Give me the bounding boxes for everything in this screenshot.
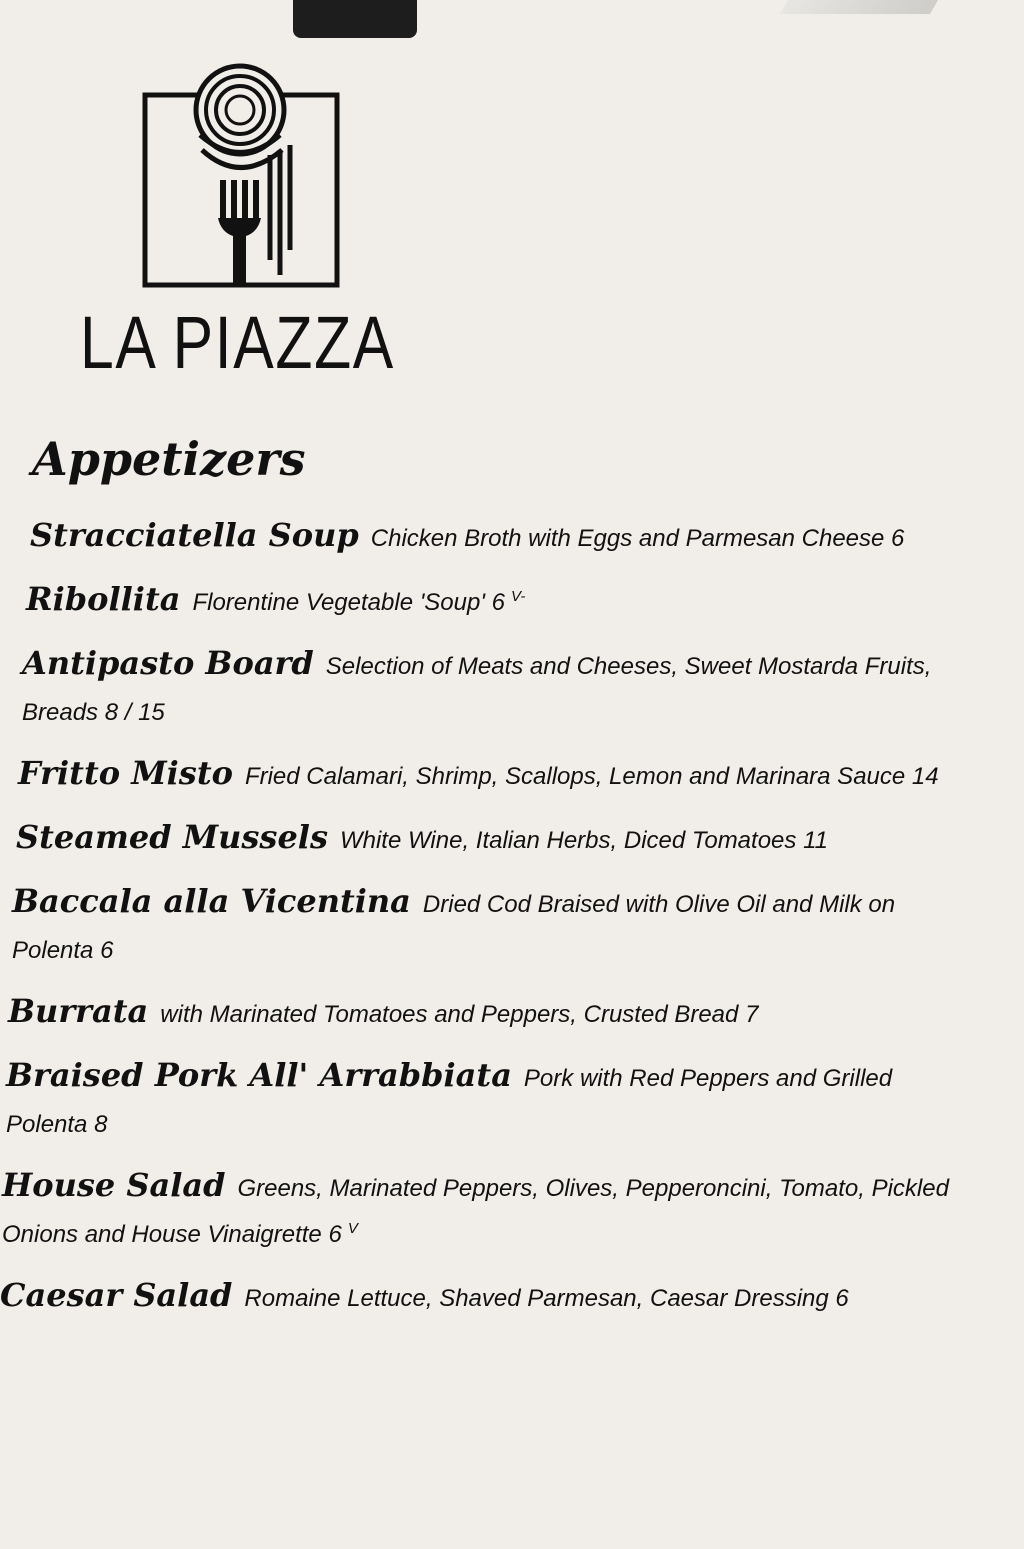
menu-item [26,576,996,626]
menu-item [2,1162,972,1258]
item-description: Pork with Red Peppers and Grilled Polenta [6,1065,893,1138]
item-price: 14 [911,763,939,790]
binder-clip [293,0,417,38]
menu-items [0,512,1000,1376]
item-name: House Salad [2,1166,226,1204]
menu-item [12,878,982,974]
item-name: Baccala alla Vicentina [12,882,411,920]
item-price: 8 [94,1111,108,1138]
section-title: Appetizers [32,432,306,486]
item-price: 6 [491,589,505,616]
item-tag: V- [510,588,526,605]
item-description: Dried Cod Braised with Olive Oil and Milk on Polenta [12,891,896,964]
item-description: White Wine, Italian Herbs, Diced Tomatoes [339,827,797,854]
item-description: Florentine Vegetable 'Soup' [192,589,485,616]
menu-item [18,750,988,800]
paper-edge [780,0,938,14]
restaurant-name: LA PIAZZA [80,301,395,384]
item-description: Chicken Broth with Eggs and Parmesan Cheese [370,525,885,552]
menu-item [16,814,986,864]
item-price: 6 [891,525,905,552]
spaghetti-fork-icon [140,60,340,290]
item-description: Romaine Lettuce, Shaved Parmesan, Caesar Dressing [244,1285,829,1312]
item-name: Fritto Misto [18,754,233,792]
item-name: Antipasto Board [22,644,314,682]
item-price: 8 / 15 [104,699,165,726]
item-price: 6 [835,1285,849,1312]
menu-item [8,988,978,1038]
menu-item [6,1052,976,1148]
item-tag: V [347,1220,358,1237]
item-price: 11 [803,827,828,854]
item-description: Selection of Meats and Cheeses, Sweet Mostarda Fruits, Breads [22,653,932,726]
menu-item [0,1272,970,1322]
item-name: Steamed Mussels [16,818,328,856]
item-price: 7 [745,1001,759,1028]
item-description: with Marinated Tomatoes and Peppers, Crusted Bread [160,1001,739,1028]
item-name: Caesar Salad [0,1276,233,1314]
item-price: 6 [328,1221,342,1248]
item-price: 6 [100,937,114,964]
item-name: Braised Pork All' Arrabbiata [6,1056,512,1094]
item-name: Ribollita [26,580,181,618]
item-description: Greens, Marinated Peppers, Olives, Pepperoncini, Tomato, Pickled Onions and House Vinaigrette [2,1175,949,1248]
menu-item [22,640,992,736]
item-description: Fried Calamari, Shrimp, Scallops, Lemon and Marinara Sauce [244,763,906,790]
item-name: Stracciatella Soup [30,516,359,554]
menu-item [30,512,1000,562]
item-name: Burrata [8,992,149,1030]
